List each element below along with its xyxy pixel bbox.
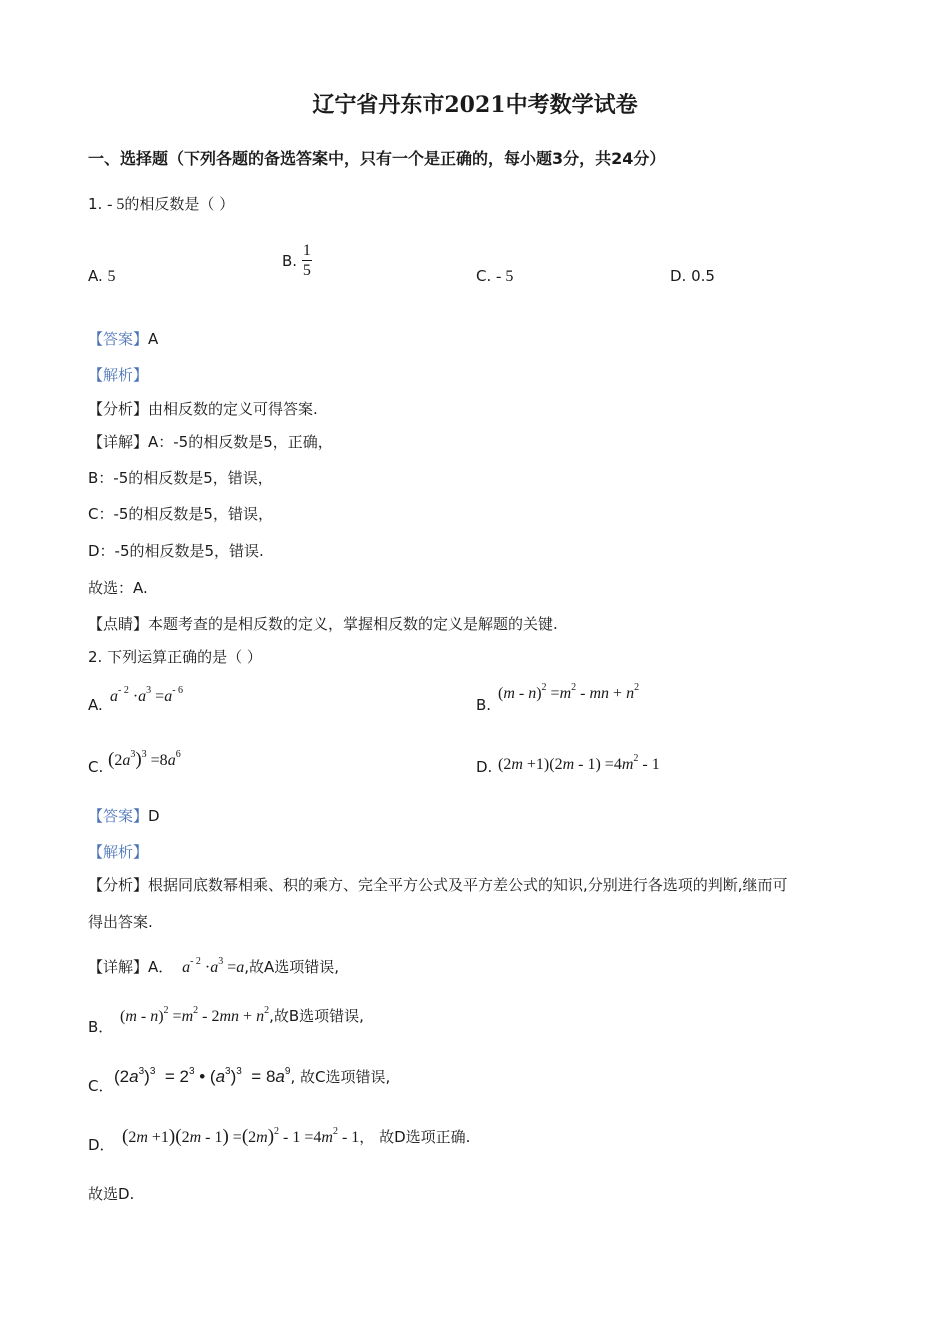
q2-option-d-formula: $(2m +1)(2m - 1) =4m^2 - 1$ <box>498 753 660 773</box>
q2-detail-d-formula: $(2m +1)(2m - 1) =(2m)^2 - 1 =4m^2 - 1$ <box>122 1126 360 1147</box>
q1-line-b: B：-5的相反数是5，错误， <box>88 469 273 487</box>
q1-answer: 【答案】A <box>88 330 159 348</box>
q2-option-a-label: A. <box>88 696 103 714</box>
page-title: 辽宁省丹东市2021中考数学试卷 <box>312 92 638 118</box>
q2-detail-b-formula: $(m - n)^2 =m^2 - 2mn + n^2$ <box>120 1005 270 1025</box>
q1-line-analysis: 【分析】由相反数的定义可得答案. <box>88 400 318 418</box>
q2-option-c-label: C. <box>88 758 104 776</box>
q2-detail-a-formula: $a^{- 2} \cdot a^3 =a$ <box>182 956 245 976</box>
q1-line-c: C：-5的相反数是5，错误， <box>88 505 273 523</box>
question-2-stem: 2. 下列运算正确的是（ ） <box>88 648 262 666</box>
q1-option-b: B. $\frac{1}{5}$ <box>282 242 311 279</box>
q2-option-b-formula: $(m - n)^2 =m^2$ - mn + $n^2$ <box>498 682 640 702</box>
fraction-one-fifth: $\frac{1}{5}$ <box>302 242 311 279</box>
q2-final-choice: 故选D. <box>88 1185 135 1203</box>
q2-detail-b-label: B． <box>88 1018 114 1036</box>
q2-option-b-label: B. <box>476 696 492 714</box>
q1-analysis-tag: 【解析】 <box>88 366 149 384</box>
q2-detail-b: $(m - n)^2 =m^2 - 2mn + n^2$,故B选项错误, <box>120 1005 364 1025</box>
q2-detail-c-formula: $(2a^3)^3 = 2^3$ • $(a^3)^3 = 8a^9$ <box>114 1066 291 1086</box>
q1-line-choice: 故选：A. <box>88 579 148 597</box>
q1-line-note: 【点睛】本题考查的是相反数的定义，掌握相反数的定义是解题的关键. <box>88 615 558 633</box>
q2-analysis-line2: 得出答案. <box>88 913 153 931</box>
q2-detail-c: $(2a^3)^3 = 2^3$ • $(a^3)^3 = 8a^9$, 故C选项错误, <box>114 1066 391 1086</box>
question-1-stem: 1. - 5的相反数是（ ） <box>88 195 235 213</box>
q1-line-d: D：-5的相反数是5，错误. <box>88 542 264 560</box>
q1-option-c: C. - 5 <box>476 267 514 285</box>
q2-detail-c-label: C． <box>88 1077 114 1095</box>
q2-detail-d: $(2m +1)(2m - 1) =(2m)^2 - 1 =4m^2 - 1$， 故D选项正确. <box>122 1126 471 1147</box>
q2-answer: 【答案】D <box>88 807 160 825</box>
q1-option-a: A. 5 <box>88 267 116 285</box>
q2-option-d-label: D. <box>476 758 493 776</box>
q2-analysis-tag: 【解析】 <box>88 843 149 861</box>
q2-detail-d-label: D． <box>88 1136 115 1154</box>
q2-option-c-formula: $(2a^3)^3 =8a^6$ <box>108 749 181 770</box>
q1-line-detail: 【详解】A：-5的相反数是5，正确， <box>88 433 333 451</box>
q2-detail-a: 【详解】A． $a^{- 2} \cdot a^3 =a$,故A选项错误, <box>88 956 340 976</box>
q2-analysis-line1: 【分析】根据同底数幂相乘、积的乘方、完全平方公式及平方差公式的知识,分别进行各选项的判断,继而可 <box>88 876 788 894</box>
section-heading-choice: 一、选择题（下列各题的备选答案中，只有一个是正确的，每小题3分，共24分） <box>88 149 666 168</box>
q1-option-d: D. 0.5 <box>670 267 715 285</box>
q2-option-a-formula: $a^{- 2} \cdot a^3 =a^{- 6}$ <box>110 685 184 705</box>
